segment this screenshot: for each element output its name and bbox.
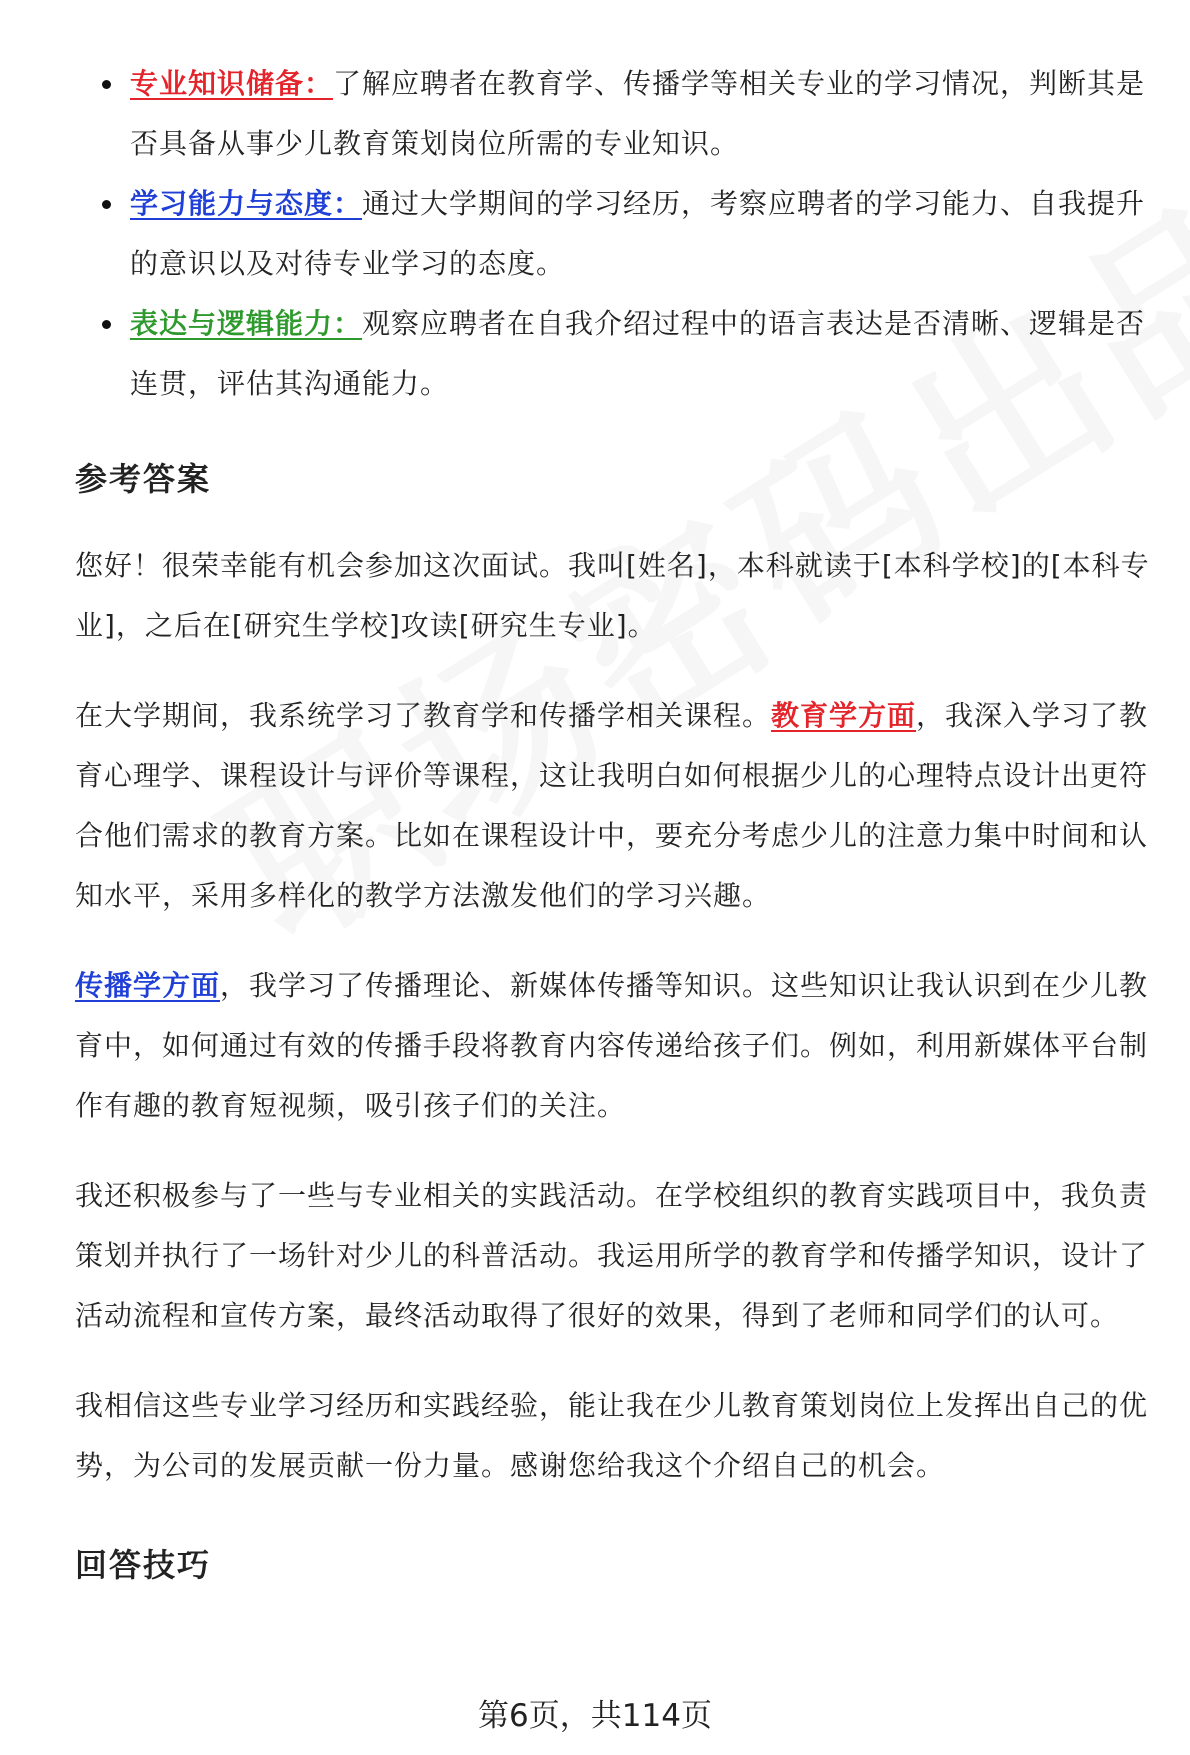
evaluation-points-list [75,54,1165,414]
point-text: 观察应聘者在自我介绍过程中的语言表达是否清晰、逻辑是否连贯，评估其沟通能力。 [130,307,1146,400]
bullet-dot-icon [102,200,111,209]
communication-text: ，我学习了传播理论、新媒体传播等知识。这些知识让我认识到在少儿教育中，如何通过有效的传播手段将教育内容传递给孩子们。例如，利用新媒体平台制作有趣的教育短视频，吸引孩子们的关注。 [75,969,1149,1122]
point-text: 通过大学期间的学习经历，考察应聘者的学习能力、自我提升的意识以及对待专业学习的态度。 [130,187,1146,280]
bullet-dot-icon [102,80,111,89]
study-intro-text: 在大学期间，我系统学习了教育学和传播学相关课程。 [75,699,772,732]
answer-intro-paragraph: 您好！很荣幸能有机会参加这次面试。我叫[姓名]，本科就读于[本科学校]的[本科专业]，之后在[研究生学校]攻读[研究生专业]。 [75,549,1150,642]
bullet-dot-icon [102,320,111,329]
answer-practice-paragraph: 我还积极参与了一些与专业相关的实践活动。在学校组织的教育实践项目中，我负责策划并执行了一场针对少儿的科普活动。我运用所学的教育学和传播学知识，设计了活动流程和宣传方案，最终活动取得了很好的效果，得到了老师和同学们的认可。 [75,1179,1149,1332]
list-item [75,174,1165,294]
answer-study-paragraph [75,686,1165,926]
page-content [75,54,1165,1586]
point-keyword: 表达与逻辑能力： [130,307,363,340]
answer-closing-paragraph: 我相信这些专业学习经历和实践经验，能让我在少儿教育策划岗位上发挥出自己的优势，为公司的发展贡献一份力量。感谢您给我这个介绍自己的机会。 [75,1389,1149,1482]
point-text: 了解应聘者在教育学、传播学等相关专业的学习情况，判断其是否具备从事少儿教育策划岗位所需的专业知识。 [130,67,1146,160]
answer-tips-heading: 回答技巧 [75,1546,212,1584]
list-item [75,294,1165,414]
list-item [75,54,1165,174]
reference-answer-heading: 参考答案 [75,460,212,498]
page-number-footer: 第6页，共114页 [478,1698,712,1734]
answer-communication-paragraph [75,956,1165,1136]
communication-keyword: 传播学方面 [75,969,221,1002]
point-keyword: 专业知识储备： [130,67,334,100]
education-keyword: 教育学方面 [771,699,917,732]
education-text: ，我深入学习了教育心理学、课程设计与评价等课程，这让我明白如何根据少儿的心理特点设计出更符合他们需求的教育方案。比如在课程设计中，要充分考虑少儿的注意力集中时间和认知水平，采用多样化的教学方法激发他们的学习兴趣。 [75,699,1149,912]
point-keyword: 学习能力与态度： [130,187,363,220]
